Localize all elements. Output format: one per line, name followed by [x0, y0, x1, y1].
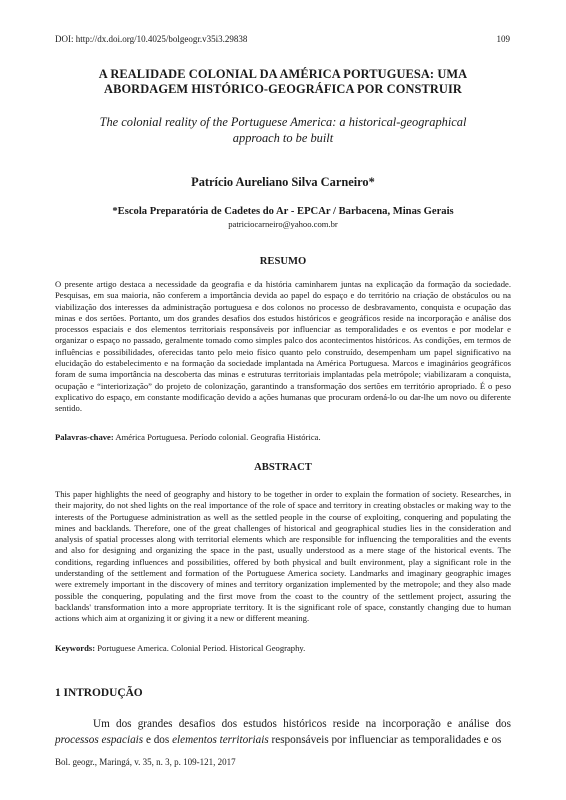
intro-text-b: e dos — [143, 734, 173, 746]
subtitle-line-2: approach to be built — [232, 131, 334, 145]
journal-footer: Bol. geogr., Maringá, v. 35, n. 3, p. 109-121, 2017 — [55, 757, 236, 767]
intro-text-a: Um dos grandes desafios dos estudos históricos reside na incorporação e análise dos — [93, 718, 511, 730]
doi-link[interactable]: DOI: http://dx.doi.org/10.4025/bolgeogr.v35i3.29838 — [55, 34, 248, 44]
article-title — [60, 67, 506, 97]
keywords-label: Keywords: — [55, 643, 96, 653]
intro-text-c: responsáveis por influenciar as temporalidades e os — [268, 734, 502, 746]
subtitle-line-1: The colonial reality of the Portuguese America: a historical-geographical — [99, 115, 467, 129]
abstract-text: This paper highlights the need of geography and history to be together in order to explain the formation of society. Researches, in their majority, do not shed lights on the real importance of the role of space and territory in creating obstacles or making way to the interests of the Portuguese administration as well as the settled people in the course of exploiting, conquering and populating the mines and backlands. Therefore, one of the great challenges of historical and geographical studies lies in the consideration and analysis of spatial processes along with territorial elements which are responsible for influencing the temporalities and the events and also for designing and organizing the space in the past, usually understood as a mere stage of the historical events. The conditions, regarding influences and possibilities, offered by both physical and built environment, play a significant role in the understanding of the settlement and formation of the Portuguese America society. Landmarks and imaginary geographic images were extremely important in the discovery of mines and territory organization implemented by the metropole; and they also made possible the conquering, populating and the first move from the coast to the country of the settlement project, assuring the backlands' transformation into a more appropriate territory. It is the significant role of space, constantly changing due to human actions which aim at organizing it or giving it a new or different meaning. — [55, 489, 511, 624]
author-name: Patrício Aureliano Silva Carneiro* — [191, 175, 375, 189]
palavras-chave-values: América Portuguesa. Período colonial. Geografia Histórica. — [113, 432, 321, 442]
intro-emphasis-1: processos espaciais — [55, 734, 144, 746]
title-line-1: A REALIDADE COLONIAL DA AMÉRICA PORTUGUESA: UMA — [98, 67, 468, 81]
introduction-paragraph — [55, 716, 511, 748]
resumo-text: O presente artigo destaca a necessidade da geografia e da história caminharem juntas na explicação da formação da sociedade. Pesquisas, em sua maioria, não conferem a importância devida ao papel do espaço e do território na criação de obstáculos ou na viabilização dos interesses da administração portuguesa e dos colonos no processo de desbravamento, conquista e ocupação das minas e dos sertões. Portanto, um dos grandes desafios dos estudos históricos e geográficos reside na incorporação e análise dos processos espaciais e dos elementos territoriais responsáveis por influenciar as temporalidades e os eventos e por modelar e organizar o espaço no passado, geralmente tomado como simples palco dos acontecimentos históricos. As condições, em termos de influências e possibilidades, oferecidas tanto pelo meio físico quanto pelo construído, desempenham um papel significativo na elucidação do estabelecimento e na formação da sociedade implantada na América Portuguesa. Marcos e imaginários geográficos foram de suma importância na descoberta das minas e estruturas territoriais implantadas pela metrópole; viabilizaram a conquista, ocupação e “interiorização” do projeto de colonização, garantindo a transformação dos sertões em território apropriado. É o peso explicativo do espaço, em constante modificação devido a ações humanas que procuram ordená-lo ou dar-lhe um novo ou diferente sentido. — [55, 279, 511, 414]
keywords — [55, 643, 511, 653]
introduction-heading: 1 INTRODUÇÃO — [55, 687, 143, 699]
resumo-heading: RESUMO — [259, 256, 307, 267]
palavras-chave-label: Palavras-chave: — [55, 432, 114, 442]
author-email[interactable]: patriciocarneiro@yahoo.com.br — [228, 219, 338, 229]
author-affiliation: *Escola Preparatória de Cadetes do Ar - EPCAr / Barbacena, Minas Gerais — [112, 206, 454, 217]
article-subtitle — [60, 114, 506, 146]
abstract-heading: ABSTRACT — [254, 462, 312, 473]
keywords-values: Portuguese America. Colonial Period. Historical Geography. — [95, 643, 306, 653]
palavras-chave — [55, 432, 511, 442]
intro-emphasis-2: elementos territoriais — [172, 734, 269, 746]
page-number: 109 — [496, 34, 510, 44]
title-line-2: ABORDAGEM HISTÓRICO-GEOGRÁFICA POR CONSTRUIR — [104, 82, 462, 96]
